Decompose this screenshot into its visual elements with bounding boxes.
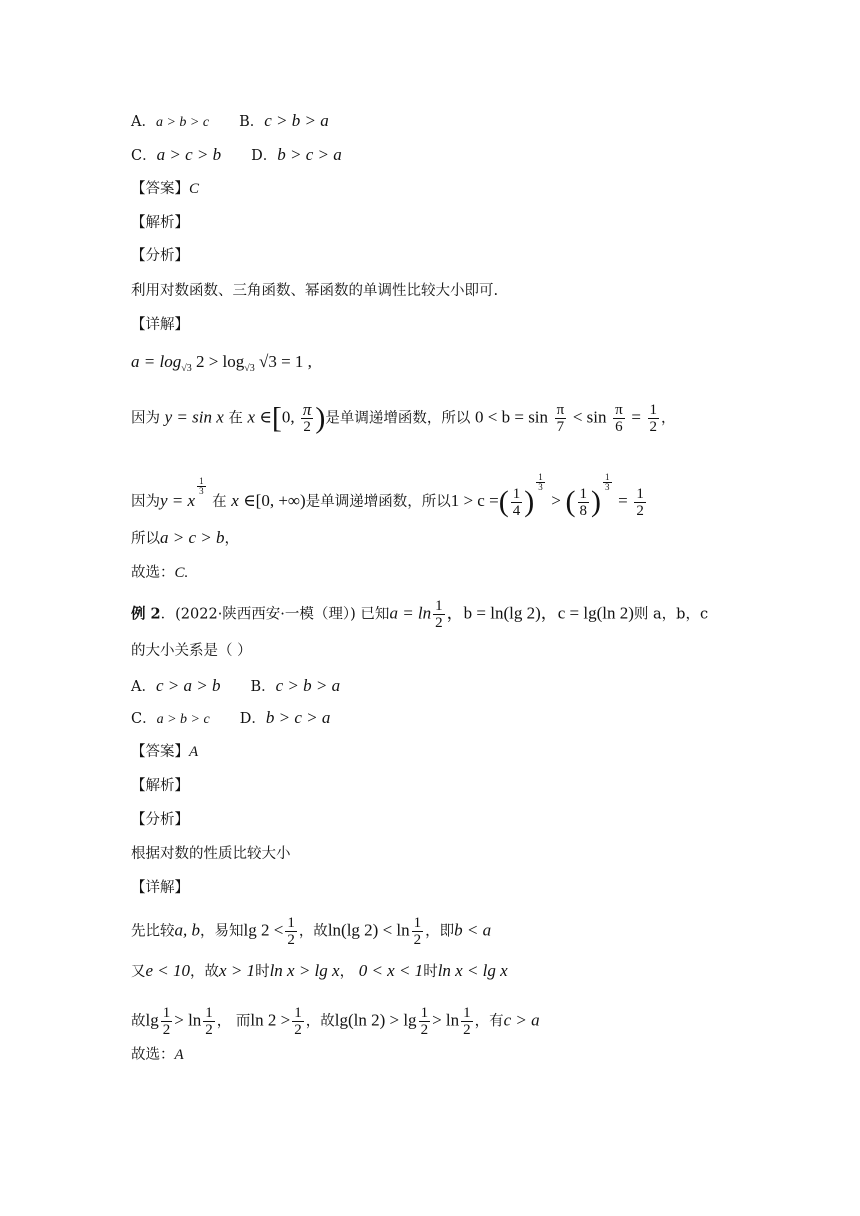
- example-number: 例 2: [131, 605, 161, 623]
- frac-den: 2: [420, 1022, 429, 1038]
- math-expr: =: [631, 407, 641, 427]
- frac-num: 1: [420, 1005, 429, 1021]
- q2-fenxi-text: 根据对数的性质比较大小: [131, 846, 291, 862]
- text: ，: [224, 531, 239, 547]
- left-paren: (: [498, 485, 509, 518]
- frac-den: 7: [556, 419, 565, 435]
- answer-label: 【答案】: [131, 181, 189, 197]
- text: 在: [228, 410, 243, 427]
- math-expr: 2 > log: [191, 352, 245, 371]
- text: ，故: [305, 1013, 335, 1030]
- option-a-text: a > b > c: [155, 115, 210, 130]
- option-b-label: B．: [239, 114, 265, 130]
- text: ，故: [190, 964, 220, 980]
- math-expr: a, b: [174, 920, 200, 940]
- answer-value: A: [189, 744, 199, 760]
- math-expr: x > 1: [219, 961, 256, 980]
- math-expr: > ln: [432, 1010, 460, 1030]
- exponent-fraction: [197, 477, 206, 496]
- text: 故选：: [131, 1047, 175, 1063]
- math-expr: lg(ln 2) > lg: [334, 1010, 417, 1030]
- math-expr: [0, +∞): [255, 491, 306, 510]
- frac-den: 6: [615, 419, 623, 435]
- option-a-label: A．: [131, 679, 156, 695]
- frac-den: 2: [435, 615, 443, 631]
- frac-num: 1: [294, 1005, 302, 1021]
- frac-num: 1: [636, 485, 644, 502]
- math-expr: ln x < lg x: [437, 961, 508, 980]
- math-expr: ln(lg 2) < ln: [327, 920, 410, 940]
- right-paren: ): [591, 485, 601, 518]
- frac-num: 1: [435, 598, 443, 614]
- right-paren: ): [524, 485, 535, 518]
- math-expr: 0 < b = sin: [475, 407, 549, 427]
- math-expr: e < 10: [145, 961, 191, 980]
- frac-num: 1: [605, 472, 610, 482]
- frac-num: 1: [512, 485, 521, 502]
- exponent-fraction: [603, 473, 612, 492]
- frac-den: 3: [538, 482, 543, 492]
- q1-fenxi-text: 利用对数函数、三角函数、幂函数的单调性比较大小即可.: [131, 283, 499, 299]
- text: ，: [661, 410, 676, 427]
- option-a-label: A．: [131, 114, 156, 130]
- q1-step-2: [131, 402, 676, 435]
- q1-xiangjie-heading: 【详解】: [131, 317, 189, 333]
- frac-num: 1: [199, 476, 204, 486]
- text: 故选：: [131, 565, 175, 581]
- math-expr: c = lg(ln 2): [557, 603, 634, 623]
- text: 则 a，b，c: [633, 606, 709, 623]
- text: 时: [423, 964, 438, 980]
- frac-num: 1: [649, 402, 658, 418]
- frac-num: π: [615, 402, 623, 418]
- choose-value: A: [174, 1047, 184, 1063]
- answer-value: C: [189, 181, 200, 197]
- text: 又: [131, 964, 146, 980]
- math-expr: a = log: [131, 352, 182, 371]
- text: ，即: [425, 923, 455, 940]
- text: 因为: [131, 410, 160, 427]
- frac-den: 2: [649, 419, 658, 435]
- text: 时: [255, 964, 270, 980]
- exponent-fraction: [536, 473, 545, 492]
- text: 所以: [131, 531, 160, 547]
- math-expr: 0 < x < 1: [358, 961, 424, 980]
- option-c-label: C．: [131, 711, 157, 727]
- q1-options-row-1: [131, 111, 329, 133]
- frac-den: 3: [199, 486, 204, 496]
- fraction: [285, 915, 297, 948]
- option-c-text: a > c > b: [156, 145, 222, 164]
- option-c-text: a > b > c: [156, 712, 210, 727]
- math-expr: lg 2 <: [243, 920, 284, 940]
- text: ， 而: [216, 1013, 251, 1030]
- fraction: [419, 1005, 431, 1038]
- text: ，有: [474, 1013, 504, 1030]
- q2-xiangjie-heading: 【详解】: [131, 880, 189, 896]
- math-expr: y = x: [160, 491, 196, 510]
- left-paren: (: [565, 485, 576, 518]
- math-expr: >: [551, 491, 561, 510]
- text: ，易知: [200, 923, 244, 940]
- left-bracket: [: [271, 401, 282, 435]
- fraction: [511, 486, 523, 519]
- math-expr: lg: [145, 1010, 159, 1030]
- option-b-label: B．: [250, 679, 276, 695]
- math-expr: =: [618, 491, 628, 510]
- option-a-text: c > a > b: [155, 676, 221, 695]
- math-expr: ln 2 >: [250, 1010, 291, 1030]
- choose-value: C.: [174, 565, 189, 581]
- answer-label: 【答案】: [131, 744, 189, 760]
- q2-step-2: [131, 961, 508, 982]
- frac-num: 1: [162, 1005, 171, 1021]
- math-expr: c > a: [503, 1010, 540, 1030]
- q2-line2: 的大小关系是（ ）: [131, 643, 252, 659]
- math-expr: 1 > c =: [450, 491, 499, 510]
- fraction: [412, 915, 424, 948]
- frac-num: 1: [287, 915, 295, 931]
- math-expr: a = ln: [389, 603, 432, 623]
- math-expr: > ln: [174, 1010, 202, 1030]
- fraction: [634, 486, 646, 519]
- fraction: [461, 1005, 473, 1038]
- math-expr: b < a: [454, 920, 492, 940]
- math-expr: √3 = 1 ,: [254, 352, 312, 371]
- fraction: [433, 598, 445, 631]
- q1-step-4: [131, 528, 239, 549]
- q1-fenxi-heading: 【分析】: [131, 248, 189, 264]
- fraction: [648, 402, 660, 435]
- math-expr: a > c > b: [160, 528, 225, 547]
- q2-jiexi-heading: 【解析】: [131, 778, 189, 794]
- q1-choose: [131, 563, 188, 583]
- option-b-text: c > b > a: [275, 676, 341, 695]
- text: ，: [339, 964, 355, 980]
- frac-den: 2: [205, 1022, 213, 1038]
- math-expr: ，b = ln(lg 2)，: [446, 603, 558, 623]
- q2-step-1: [131, 915, 491, 948]
- q1-answer: [131, 179, 199, 199]
- frac-den: 8: [579, 502, 587, 519]
- q2-choose: [131, 1045, 184, 1065]
- frac-den: 2: [287, 932, 295, 948]
- fraction: [613, 402, 625, 435]
- q1-options-row-2: [131, 145, 342, 166]
- frac-num: 1: [413, 915, 422, 931]
- math-expr: x ∈: [247, 407, 272, 427]
- text: 因为: [131, 494, 160, 510]
- q2-title: [131, 598, 708, 631]
- text: 是单调递增函数，所以: [305, 494, 451, 510]
- frac-num: π: [302, 400, 312, 419]
- option-c-label: C．: [131, 148, 157, 164]
- text: 故: [131, 1013, 146, 1030]
- frac-den: 2: [413, 932, 422, 948]
- q2-options-row-2: [131, 708, 330, 730]
- frac-den: 2: [294, 1022, 302, 1038]
- option-d-text: b > c > a: [265, 708, 331, 727]
- frac-num: 1: [579, 485, 587, 502]
- math-expr: < sin: [572, 407, 607, 427]
- text: 在: [212, 494, 227, 510]
- frac-den: 2: [463, 1022, 471, 1038]
- fraction: [578, 486, 590, 519]
- frac-num: 1: [538, 472, 543, 482]
- math-expr: y = sin x: [164, 407, 224, 427]
- frac-num: π: [556, 402, 565, 418]
- fraction: [555, 402, 567, 435]
- q2-step-3: [131, 1005, 540, 1038]
- option-d-text: b > c > a: [277, 145, 342, 164]
- q1-step-1: [131, 352, 312, 379]
- q2-fenxi-heading: 【分析】: [131, 812, 189, 828]
- math-sub: √3: [244, 363, 255, 374]
- text: 是单调递增函数，所以: [325, 410, 471, 427]
- q1-step-3: [131, 473, 648, 519]
- q2-options-row-1: [131, 676, 340, 697]
- frac-den: 2: [162, 1022, 171, 1038]
- q1-jiexi-heading: 【解析】: [131, 215, 189, 231]
- text: ，故: [298, 923, 328, 940]
- math-expr: ln x > lg x: [269, 961, 340, 980]
- right-paren: ): [315, 401, 326, 435]
- option-b-text: c > b > a: [264, 111, 329, 130]
- math-sub: √3: [181, 363, 192, 374]
- q2-answer: [131, 742, 198, 762]
- text: 先比较: [131, 923, 175, 940]
- frac-den: 4: [512, 502, 521, 519]
- frac-den: 2: [303, 419, 311, 435]
- fraction: [203, 1005, 215, 1038]
- option-d-label: D．: [239, 711, 266, 727]
- frac-num: 1: [205, 1005, 213, 1021]
- frac-num: 1: [463, 1005, 471, 1021]
- fraction: [292, 1005, 304, 1038]
- option-d-label: D．: [251, 148, 278, 164]
- example-source: ．(2022·陕西西安·一模（理）) 已知: [160, 606, 390, 623]
- math-expr: 0,: [281, 407, 299, 427]
- fraction: [301, 402, 314, 435]
- frac-den: 3: [605, 482, 610, 492]
- fraction: [161, 1005, 173, 1038]
- math-expr: x ∈: [231, 491, 256, 510]
- frac-den: 2: [636, 502, 644, 519]
